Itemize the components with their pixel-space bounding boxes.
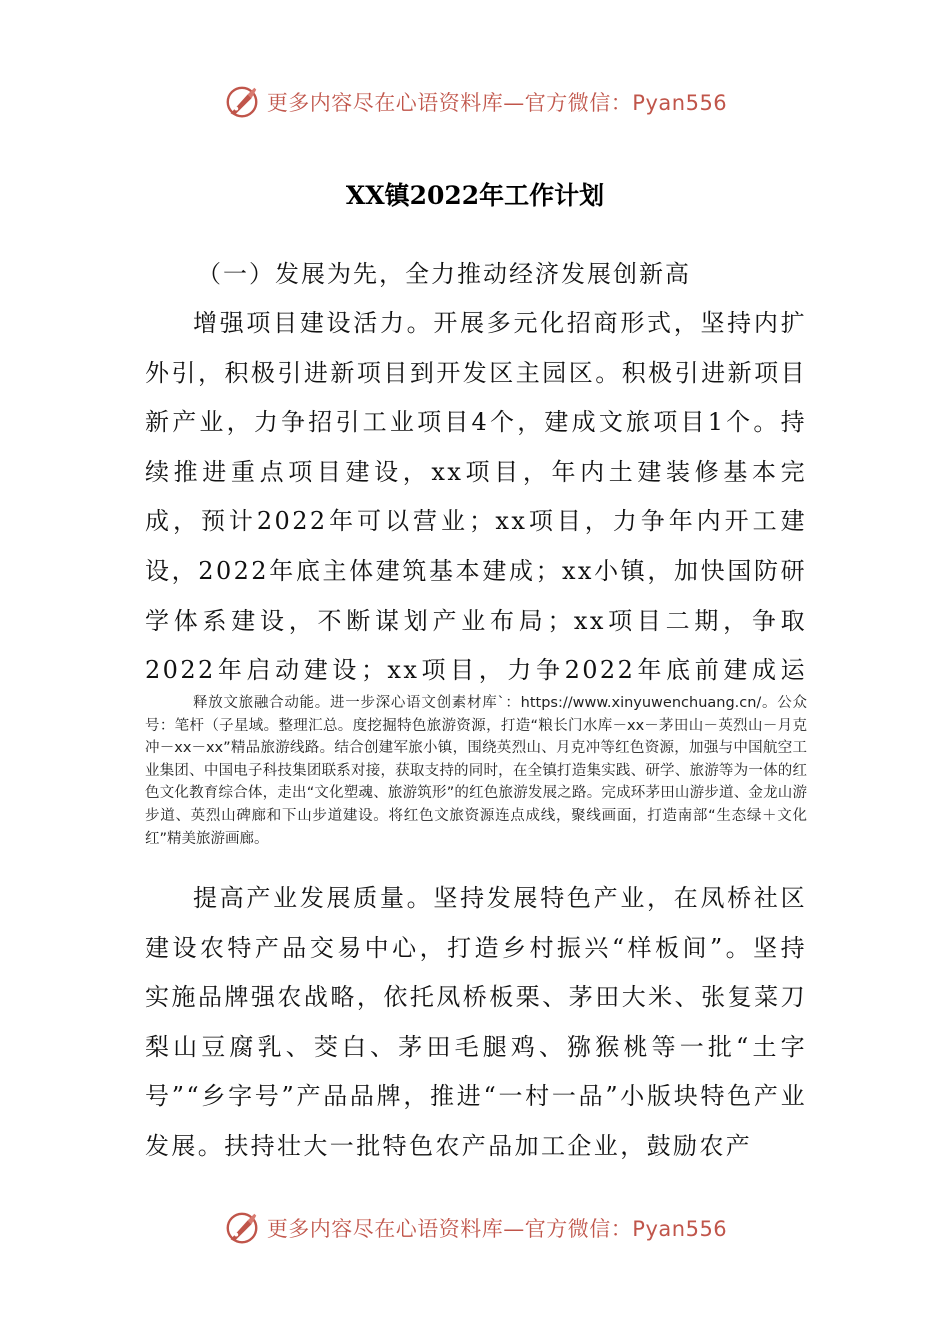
watermark-banner-bottom: [0, 1206, 950, 1250]
document-title: XX镇2022年工作计划: [345, 181, 605, 210]
paragraph-project-construction: 增强项目建设活力。开展多元化招商形式，坚持内扩外引，积极引进新项目到开发区主园区。积极引进新项目新产业，力争招引工业项目4个，建成文旅项目1个。持续推进重点项目建设，xx项目，年内土建装修基本完成，预计2022年可以营业；xx项目，力争年内开工建设，2022年底主体建筑基本建成；xx小镇，加快国防研学体系建设，不断谋划产业布局；xx项目二期，争取2022年启动建设；xx项目，力争2022年底前建成运: [145, 309, 807, 685]
paragraph-industry-quality: 提高产业发展质量。坚持发展特色产业，在凤桥社区建设农特产品交易中心，打造乡村振兴“样板间”。坚持实施品牌强农战略，依托凤桥板栗、茅田大米、张复菜刀梨山豆腐乳、茭白、茅田毛腿鸡、猕猴桃等一批“土字号”“乡字号”产品品牌，推进“一村一品”小版块特色产业发展。扶持壮大一批特色农产品加工企业，鼓励农产: [145, 884, 807, 1160]
pen-nib-icon: [223, 83, 261, 121]
pen-nib-icon: [223, 1209, 261, 1247]
watermark-text: 更多内容尽在心语资料库—官方微信：Pyan556: [266, 1217, 728, 1241]
watermark-text: 更多内容尽在心语资料库—官方微信：Pyan556: [266, 91, 728, 115]
section-heading: （一）发展为先，全力推动经济发展创新高: [197, 260, 691, 288]
paragraph-culture-tourism: 释放文旅融合动能。进一步深心语文创素材库`：https://www.xinyuwenchuang.cn/。公众号：笔杆（子星域。整理汇总。度挖掘特色旅游资源，打造“粮长门水库－xx－茅田山－英烈山－月克冲－xx－xx”精品旅游线路。结合创建军旅小镇，围绕英烈山、月克冲等红色资源，加强与中国航空工业集团、中国电子科技集团联系对接，获取支持的同时，在全镇打造集实践、研学、旅游等为一体的红色文化教育综合体，走出“文化塑魂、旅游筑形”的红色旅游发展之路。完成环茅田山游步道、金龙山游步道、英烈山碑廊和下山步道建设。将红色文旅资源连点成线，聚线画面，打造南部“生态绿＋文化红”精美旅游画廊。: [145, 695, 807, 847]
watermark-banner-top: [0, 80, 950, 124]
